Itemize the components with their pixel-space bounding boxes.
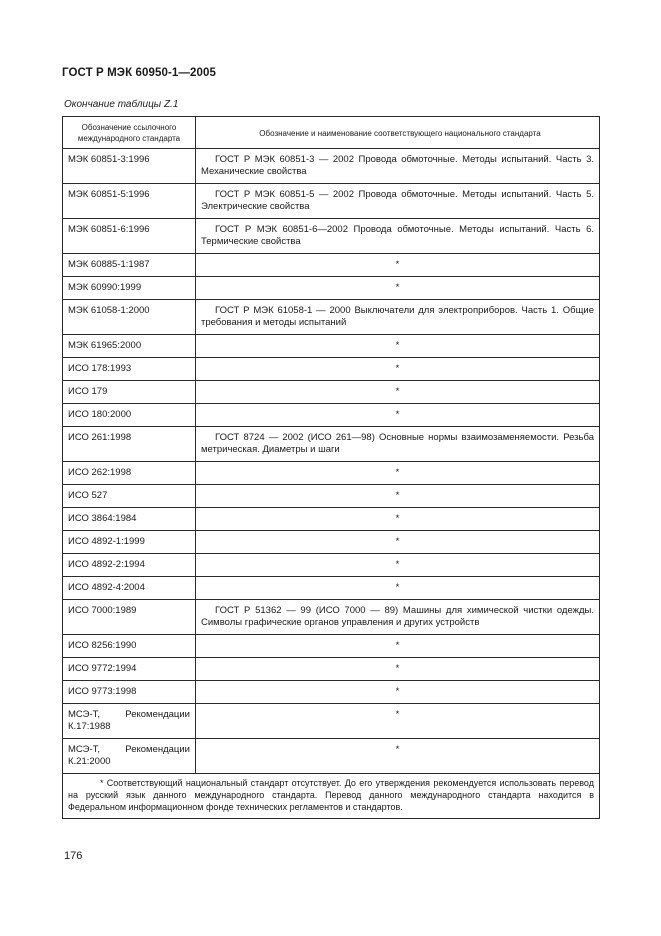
table-header-row <box>63 117 600 149</box>
international-standard-code: МЭК 60851-6:1996 <box>63 219 196 254</box>
international-standard-code: ИСО 4892-1:1999 <box>63 531 196 554</box>
national-standard-name <box>196 300 600 335</box>
table-row <box>63 485 600 508</box>
no-national-standard-marker: * <box>196 704 600 739</box>
table-row <box>63 635 600 658</box>
table-row <box>63 254 600 277</box>
national-standard-text: ГОСТ Р МЭК 61058-1 — 2000 Выключатели для электроприборов. Часть 1. Общие требования и методы испытаний <box>201 305 594 328</box>
international-standard-code: МЭК 60885-1:1987 <box>63 254 196 277</box>
national-standard-name <box>196 219 600 254</box>
international-standard-code: ИСО 7000:1989 <box>63 600 196 635</box>
table-row <box>63 554 600 577</box>
national-standard-name <box>196 184 600 219</box>
table-row <box>63 219 600 254</box>
national-standard-name <box>196 149 600 184</box>
table-body <box>63 149 600 774</box>
col-header-international: Обозначение ссылочного международного стандарта <box>63 117 196 149</box>
page-number: 176 <box>64 850 83 862</box>
no-national-standard-marker: * <box>196 658 600 681</box>
table-row <box>63 681 600 704</box>
international-standard-code: ИСО 8256:1990 <box>63 635 196 658</box>
table-row <box>63 358 600 381</box>
national-standard-name <box>196 600 600 635</box>
no-national-standard-marker: * <box>196 381 600 404</box>
international-standard-code: ИСО 180:2000 <box>63 404 196 427</box>
no-national-standard-marker: * <box>196 508 600 531</box>
no-national-standard-marker: * <box>196 277 600 300</box>
international-standard-code: ИСО 4892-4:2004 <box>63 577 196 600</box>
footnote <box>63 774 600 819</box>
international-standard-code: МЭК 60851-3:1996 <box>63 149 196 184</box>
international-standard-code: МСЭ-Т, Рекомендации К.17:1988 <box>63 704 196 739</box>
no-national-standard-marker: * <box>196 462 600 485</box>
no-national-standard-marker: * <box>196 739 600 774</box>
document-header: ГОСТ Р МЭК 60950-1—2005 <box>62 67 216 79</box>
no-national-standard-marker: * <box>196 404 600 427</box>
table-row <box>63 427 600 462</box>
table-row <box>63 149 600 184</box>
table-row <box>63 508 600 531</box>
footnote-row <box>63 774 600 819</box>
national-standard-text: ГОСТ Р МЭК 60851-5 — 2002 Провода обмоточные. Методы испытаний. Часть 5. Электрические свойства <box>201 189 594 212</box>
no-national-standard-marker: * <box>196 531 600 554</box>
table-row <box>63 658 600 681</box>
international-standard-code: ИСО 179 <box>63 381 196 404</box>
table-caption: Окончание таблицы Z.1 <box>64 99 179 110</box>
table-row <box>63 300 600 335</box>
international-standard-code: ИСО 4892-2:1994 <box>63 554 196 577</box>
no-national-standard-marker: * <box>196 335 600 358</box>
national-standard-text: ГОСТ Р 51362 — 99 (ИСО 7000 — 89) Машины для химической чистки одежды. Символы графические органов управления и других устройств <box>201 605 594 628</box>
international-standard-code: МЭК 61965:2000 <box>63 335 196 358</box>
table-row <box>63 462 600 485</box>
national-standard-text: ГОСТ Р МЭК 60851-3 — 2002 Провода обмоточные. Методы испытаний. Часть 3. Механические свойства <box>201 154 594 177</box>
international-standard-code: ИСО 9773:1998 <box>63 681 196 704</box>
no-national-standard-marker: * <box>196 554 600 577</box>
international-standard-code: ИСО 527 <box>63 485 196 508</box>
international-standard-code: ИСО 178:1993 <box>63 358 196 381</box>
table-row <box>63 704 600 739</box>
international-standard-code: ИСО 3864:1984 <box>63 508 196 531</box>
national-standard-name <box>196 427 600 462</box>
col-header-national: Обозначение и наименование соответствующего национального стандарта <box>196 117 600 149</box>
table-row <box>63 739 600 774</box>
footnote-text: * Соответствующий национальный стандарт отсутствует. До его утверждения рекомендуется использовать перевод на русский язык данного международного стандарта. Перевод данного международного стандарта находится в Федеральном информационном фонде технических регламентов и стандартов. <box>68 778 594 812</box>
table-row <box>63 184 600 219</box>
international-standard-code: ИСО 261:1998 <box>63 427 196 462</box>
international-standard-code: МЭК 61058-1:2000 <box>63 300 196 335</box>
no-national-standard-marker: * <box>196 254 600 277</box>
international-standard-code: ИСО 9772:1994 <box>63 658 196 681</box>
table-row <box>63 600 600 635</box>
table-row <box>63 531 600 554</box>
table-row <box>63 404 600 427</box>
table-row <box>63 277 600 300</box>
no-national-standard-marker: * <box>196 485 600 508</box>
table-row <box>63 335 600 358</box>
standards-table <box>62 116 600 819</box>
no-national-standard-marker: * <box>196 635 600 658</box>
international-standard-code: МСЭ-Т, Рекомендации К.21:2000 <box>63 739 196 774</box>
international-standard-code: МЭК 60990:1999 <box>63 277 196 300</box>
international-standard-code: МЭК 60851-5:1996 <box>63 184 196 219</box>
national-standard-text: ГОСТ Р МЭК 60851-6—2002 Провода обмоточные. Методы испытаний. Часть 6. Термические свойства <box>201 224 594 247</box>
table-row <box>63 577 600 600</box>
national-standard-text: ГОСТ 8724 — 2002 (ИСО 261—98) Основные нормы взаимозаменяемости. Резьба метрическая. Диаметры и шаги <box>201 432 594 455</box>
no-national-standard-marker: * <box>196 681 600 704</box>
international-standard-code: ИСО 262:1998 <box>63 462 196 485</box>
no-national-standard-marker: * <box>196 358 600 381</box>
no-national-standard-marker: * <box>196 577 600 600</box>
table-row <box>63 381 600 404</box>
